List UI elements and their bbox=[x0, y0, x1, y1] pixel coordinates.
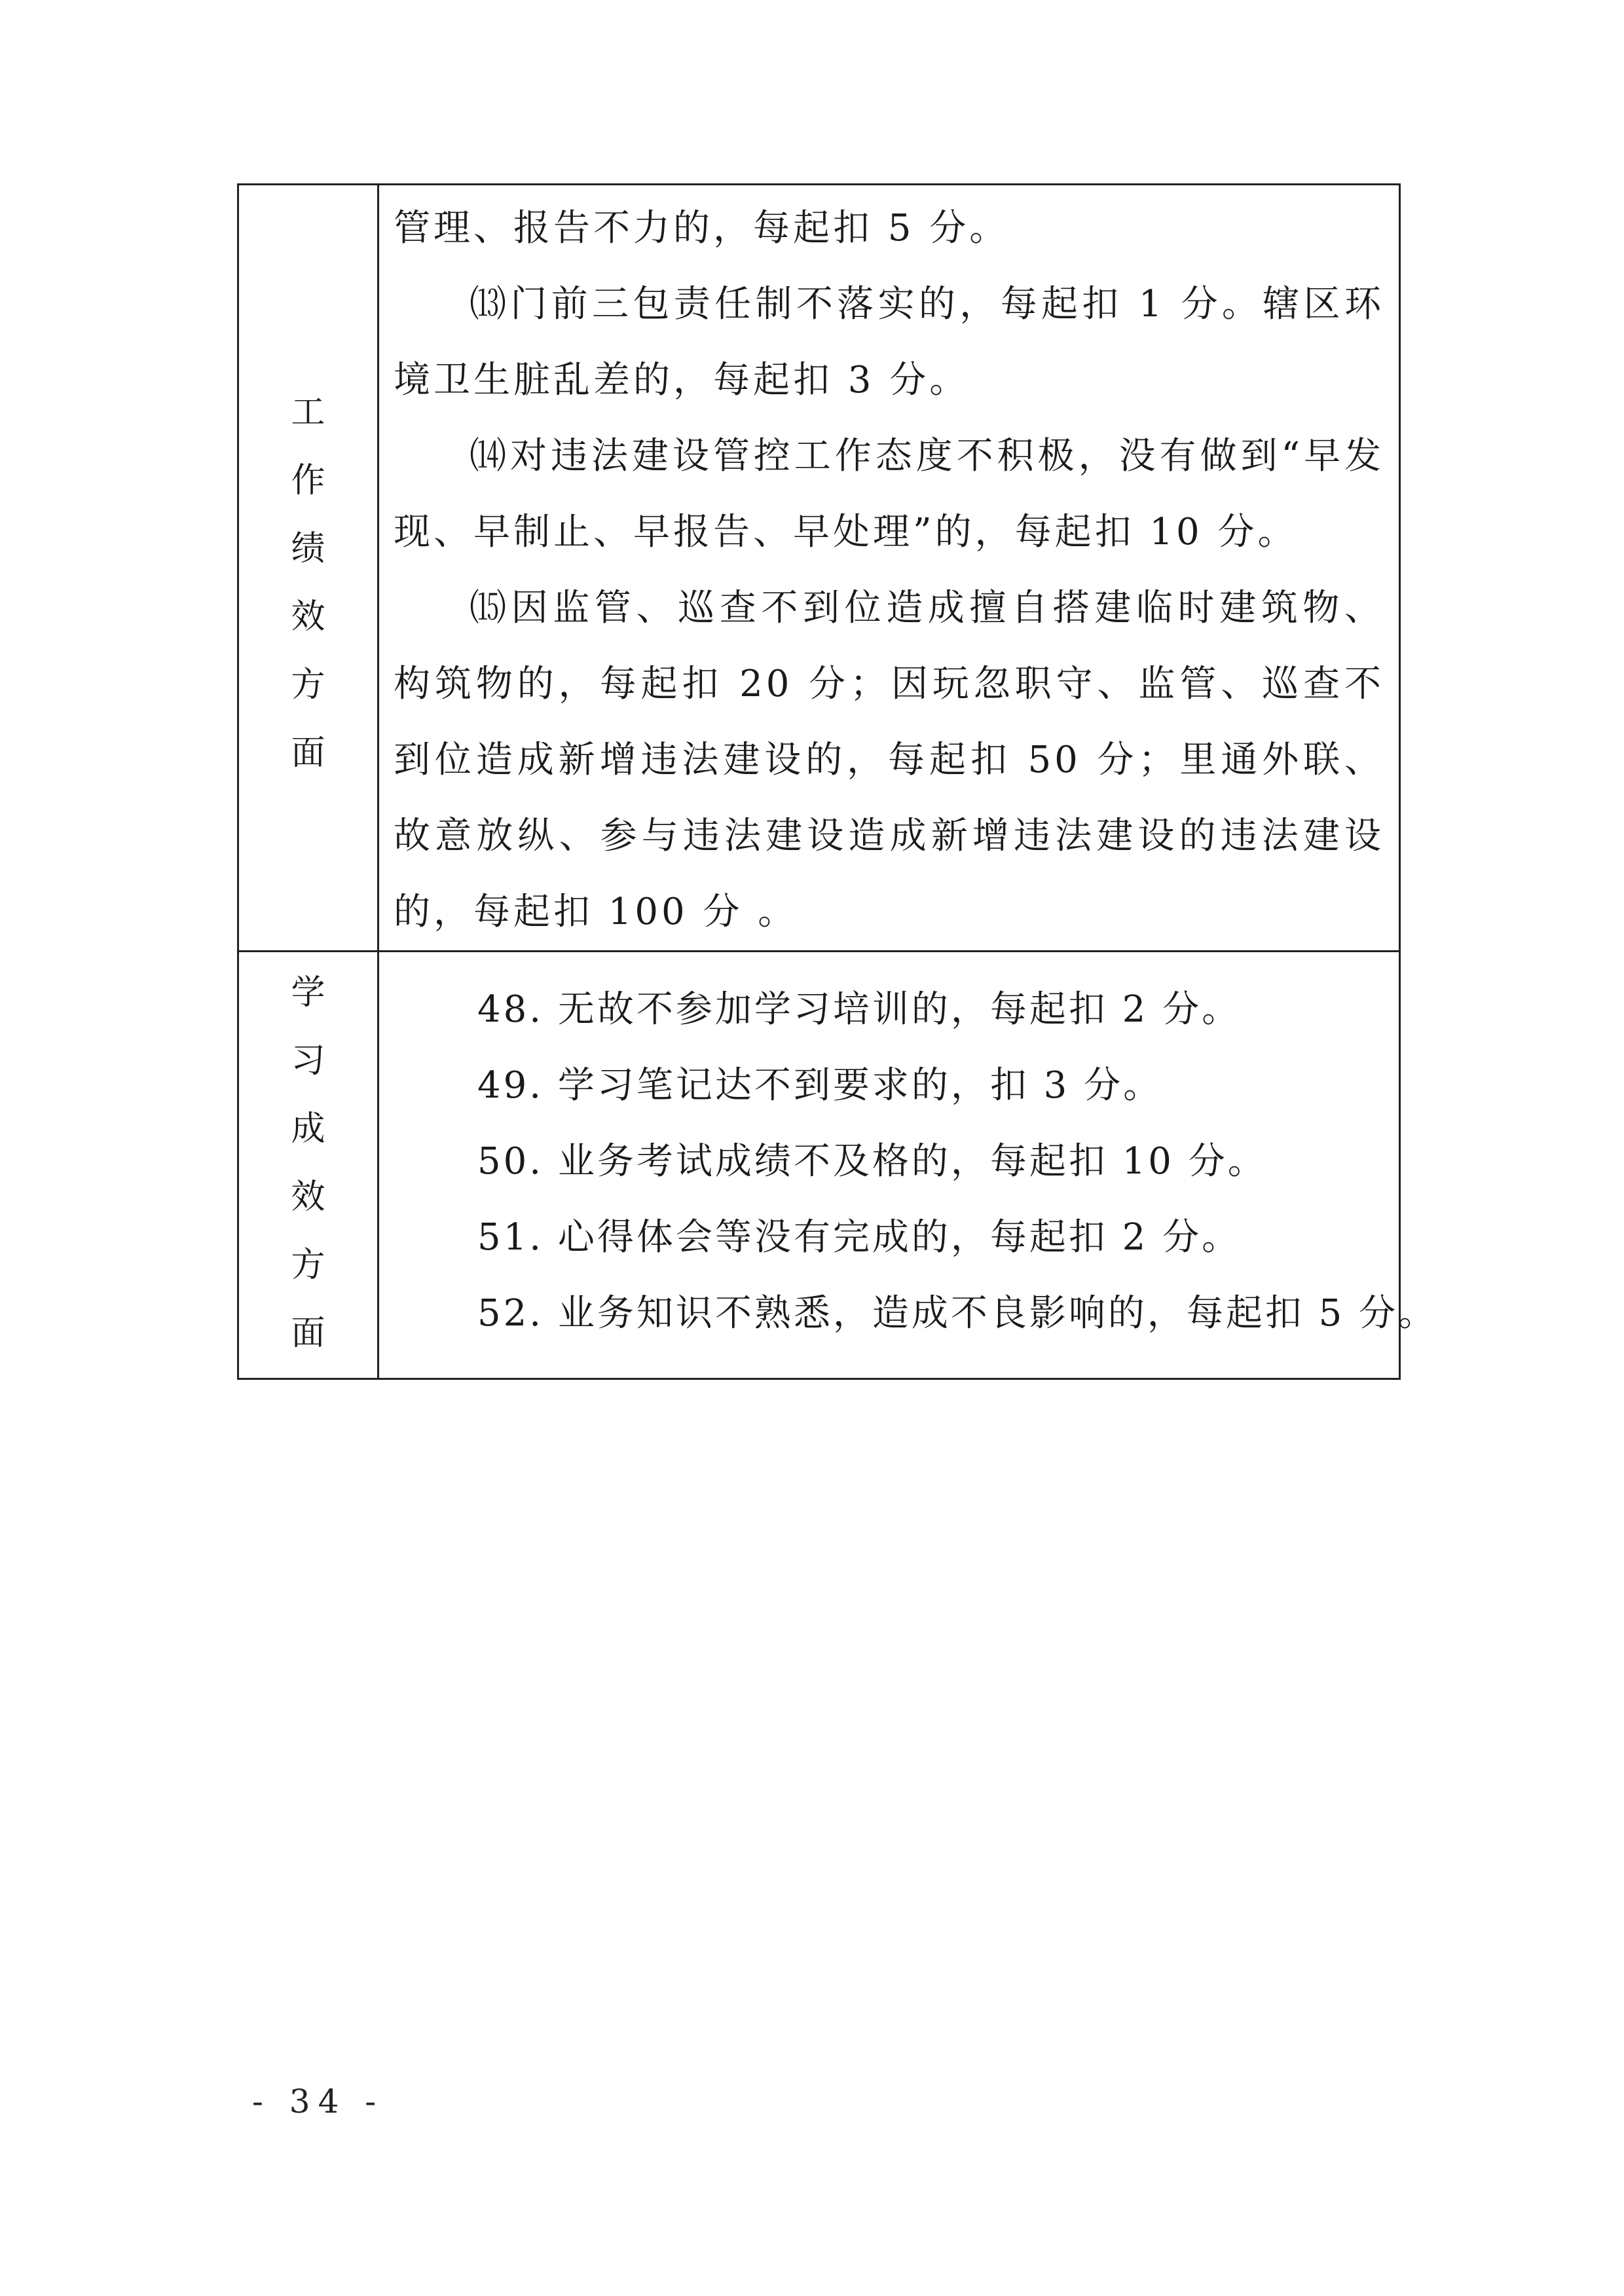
work-performance-content-cell bbox=[378, 185, 1400, 952]
study-label-char: 习 bbox=[291, 1041, 325, 1081]
work-performance-row bbox=[238, 185, 1400, 952]
work-label-char: 效 bbox=[291, 597, 325, 637]
study-label-char: 成 bbox=[291, 1109, 325, 1149]
study-results-label-cell bbox=[238, 952, 378, 1379]
study-label-char: 学 bbox=[291, 973, 325, 1012]
page-number: - 34 - bbox=[252, 2083, 384, 2120]
study-item-51: 51. 心得体会等没有完成的，每起扣 2 分。 bbox=[477, 1216, 1242, 1259]
work-paragraph-14: ⒁对违法建设管控工作态度不积极，没有做到“早发现、早制止、早报告、早处理”的，每起扣 10 分。 bbox=[394, 435, 1384, 553]
study-item-52: 52. 业务知识不熟悉，造成不良影响的，每起扣 5 分。 bbox=[477, 1292, 1438, 1335]
study-item-50: 50. 业务考试成绩不及格的，每起扣 10 分。 bbox=[477, 1140, 1267, 1183]
work-paragraph-15: ⒂因监管、巡查不到位造成擅自搭建临时建筑物、构筑物的，每起扣 20 分；因玩忽职守、监管、巡查不到位造成新增违法建设的，每起扣 50 分；里通外联、故意放纵、参与违法建设造成新增违法建设的违法建设的，每起扣 100 分 。 bbox=[394, 587, 1384, 933]
work-label-char: 方 bbox=[291, 665, 325, 705]
study-results-row bbox=[238, 952, 1400, 1379]
work-label-char: 工 bbox=[291, 393, 325, 432]
work-paragraph-continuation: 管理、报告不力的，每起扣 5 分。 bbox=[394, 207, 1010, 250]
study-item-48: 48. 无故不参加学习培训的，每起扣 2 分。 bbox=[477, 988, 1242, 1031]
scoring-table bbox=[237, 183, 1438, 1380]
study-label-char: 面 bbox=[291, 1314, 325, 1353]
study-label-char: 效 bbox=[291, 1177, 325, 1217]
work-label-char: 作 bbox=[291, 461, 325, 500]
study-results-content-cell bbox=[378, 952, 1438, 1379]
work-performance-label-cell bbox=[238, 185, 378, 952]
work-label-char: 面 bbox=[291, 733, 325, 773]
work-label-char: 绩 bbox=[291, 529, 325, 568]
study-label-char: 方 bbox=[291, 1246, 325, 1285]
work-paragraph-13: ⒀门前三包责任制不落实的，每起扣 1 分。辖区环境卫生脏乱差的，每起扣 3 分。 bbox=[394, 283, 1384, 401]
study-item-49: 49. 学习笔记达不到要求的，扣 3 分。 bbox=[477, 1064, 1163, 1107]
